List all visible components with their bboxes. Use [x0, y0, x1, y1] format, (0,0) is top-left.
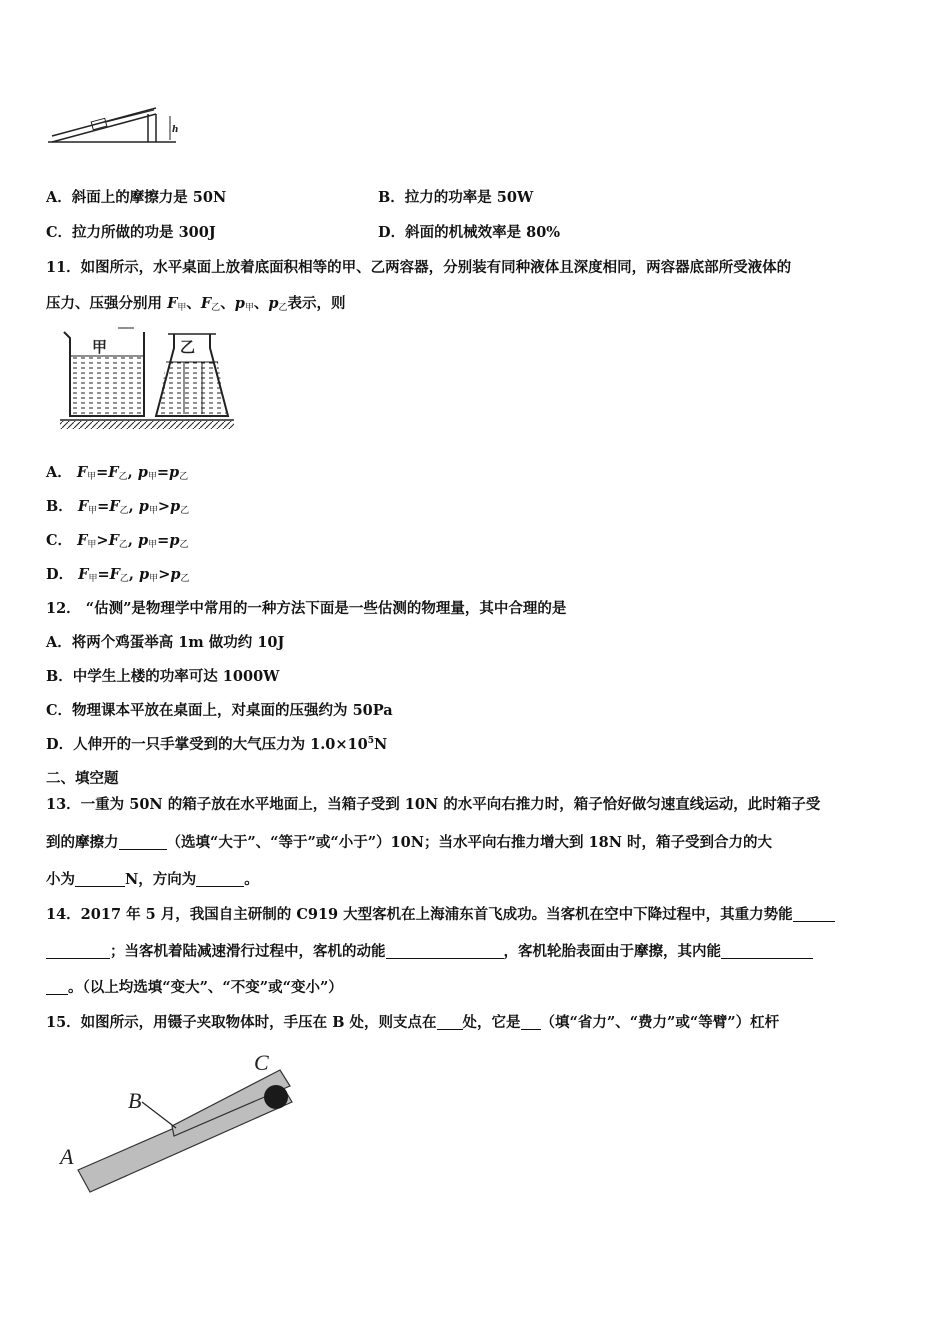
label-a: A: [60, 1144, 74, 1169]
tweezers-figure: [54, 1046, 304, 1196]
q11-option-c: C． $F_甲>F_乙$, $p_甲=p_乙$: [46, 532, 189, 550]
q14-blank-1b[interactable]: [46, 944, 110, 959]
q11-stem-line1: 11．如图所示，水平桌面上放着底面积相等的甲、乙两容器，分别装有同种液体且深度相同，两容器底部所受液体的: [46, 259, 792, 276]
label-c: C: [254, 1050, 269, 1075]
q11-option-b: B． $F_甲=F_乙$, $p_甲>p_乙$: [46, 498, 190, 516]
q13-blank-2[interactable]: [75, 872, 125, 887]
q13-line3: 小为 N，方向为 。: [46, 871, 259, 888]
q14-blank-1a[interactable]: [793, 907, 835, 922]
q14-blank-3a[interactable]: [721, 944, 813, 959]
section-heading: 二、填空题: [46, 770, 119, 787]
containers-figure: [56, 320, 236, 435]
container-a-label: 甲: [92, 338, 108, 356]
q11-stem-line2: 压力、压强分别用 $F_甲$、$F_乙$、$p_甲$、$p_乙$表示，则: [46, 295, 346, 313]
q14-line2: ；当客机着陆减速滑行过程中，客机的动能 ，客机轮胎表面由于摩擦，其内能: [46, 940, 813, 961]
q12-option-a: A．将两个鸡蛋举高 1m 做功约 10J: [46, 634, 285, 651]
q10-option-a: A．斜面上的摩擦力是 50N: [46, 189, 227, 206]
q14-blank-3b[interactable]: [46, 980, 68, 995]
q15-blank-1[interactable]: [437, 1015, 463, 1030]
q14-blank-2[interactable]: [386, 944, 504, 959]
q13-line1: 13．一重为 50N 的箱子放在水平地面上，当箱子受到 10N 的水平向右推力时，箱子恰好做匀速直线运动，此时箱子受: [46, 796, 821, 813]
q10-option-b: B．拉力的功率是 50W: [378, 189, 534, 206]
q13-blank-3[interactable]: [196, 872, 244, 887]
svg-text:h: h: [172, 125, 179, 135]
q14-line3: 。（以上均选填“变大”、“不变”或“变小”）: [46, 976, 343, 997]
q13-line2: 到的摩擦力 （选填“大于”、“等于”或“小于”）10N；当水平向右推力增大到 18N 时，箱子受到合力的大: [46, 834, 772, 851]
q11-option-a: A． $F_甲=F_乙$, $p_甲=p_乙$: [46, 464, 189, 482]
q12-option-c: C．物理课本平放在桌面上，对桌面的压强约为 50Pa: [46, 702, 393, 719]
container-b-label: 乙: [180, 338, 196, 356]
q10-option-c: C．拉力所做的功是 300J: [46, 224, 216, 241]
q11-option-d: D． $F_甲=F_乙$, $p_甲>p_乙$: [46, 566, 190, 584]
q12-stem: 12． “估测”是物理学中常用的一种方法下面是一些估测的物理量，其中合理的是: [46, 600, 567, 617]
q12-option-d: D．人伸开的一只手掌受到的大气压力为 $1.0\times 10^5N$: [46, 736, 388, 753]
label-b: B: [128, 1088, 142, 1113]
q14-line1: 14．2017 年 5 月，我国自主研制的 C919 大型客机在上海浦东首飞成功。当客机在空中下降过程中，其重力势能: [46, 903, 835, 924]
q15-stem: 15．如图所示，用镊子夹取物体时，手压在 B 处，则支点在 处，它是 （填“省力”、“费力”或“等臂”）杠杆: [46, 1014, 780, 1031]
q12-option-b: B．中学生上楼的功率可达 1000W: [46, 668, 280, 685]
q13-blank-1[interactable]: [119, 835, 167, 850]
incline-figure: [44, 100, 184, 150]
q10-option-d: D．斜面的机械效率是 80%: [378, 224, 561, 241]
q15-blank-2[interactable]: [521, 1015, 541, 1030]
